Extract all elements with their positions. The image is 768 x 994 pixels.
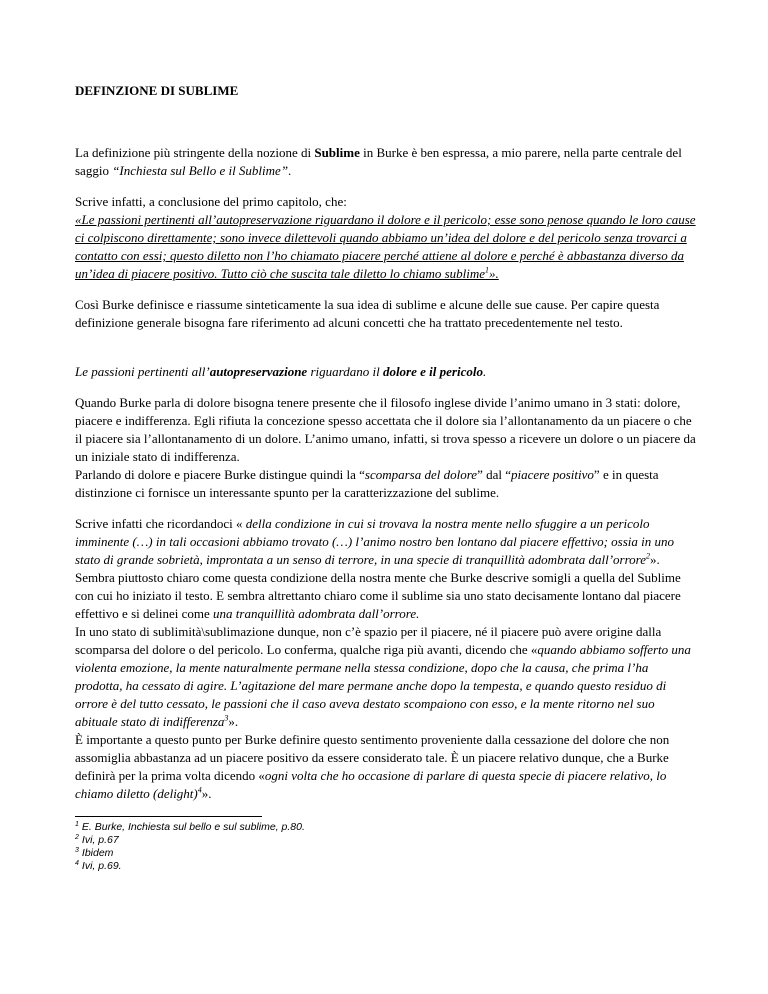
- footnote-text: Ivi, p.69.: [81, 860, 122, 872]
- footnote-text: Ivi, p.67: [81, 834, 119, 846]
- footnote: [75, 834, 697, 847]
- footnote-text: Ibidem: [81, 847, 114, 859]
- footnote-number: 4: [75, 859, 79, 867]
- quote-intro: Scrive infatti, a conclusione del primo capitolo, che:: [75, 194, 347, 209]
- page-title: DEFINZIONE DI SUBLIME: [75, 83, 239, 98]
- quote-end: ».: [489, 266, 499, 281]
- text-run: ».: [201, 786, 212, 801]
- text-run: ” dal “: [477, 467, 511, 482]
- paragraph-summary: Così Burke definisce e riassume sinteticamente la sua idea di sublime e alcune delle sue cause. Per capire questa definizione generale bisogna fare riferimento ad alcuni concetti che ha trattato precedentemente nel testo.: [75, 297, 660, 330]
- paragraph-definition: [75, 144, 697, 180]
- footnote-ref-2: 2: [646, 551, 651, 561]
- footnote-number: 1: [75, 820, 79, 828]
- quote-text: «Le passioni pertinenti all’autopreservazione riguardano il dolore e il pericolo; esse sono penose quando le loro cause ci colpiscono direttamente; sono invece dilettevoli quando abbiamo un’idea del dolore e del pericolo senza trovarci a contatto con essi; questo diletto non l’ho chiamato piacere perché attiene al dolore e perché è abbastanza diverso da un’idea di piacere positivo. Tutto ciò che suscita tale diletto lo chiamo sublime: [75, 212, 696, 281]
- text-run: .: [482, 364, 487, 379]
- italic-term: una tranquillità adombrata dall’orrore.: [213, 606, 420, 621]
- text-run: riguardano il: [307, 364, 383, 379]
- footnote-ref-4: 4: [197, 785, 202, 795]
- text-run: È importante a questo punto per Burke definire questo sentimento proveniente dalla cessazione del dolore che non assomiglia abbastanza ad un piacere positivo da essere considerato tale. È un piacere relativo dunque, che a Burke definirà per la prima volta dicendo «: [75, 732, 670, 783]
- italic-quote: quando abbiamo sofferto una violenta emozione, la mente naturalmente permane nella stessa condizione, dopo che la causa, che prima l’ha prodotta, ha cessato di agire. L’agitazione del mare permane anche dopo la tempesta, e quando questo residuo di orrore è del tutto cessato, le passioni che il caso aveva destato scompaiono con esso, e la mente ritorno nel suo abituale stato di indifferenza: [75, 642, 691, 729]
- text-run: .: [288, 163, 292, 178]
- footnote: [75, 847, 697, 860]
- paragraph-delight: [75, 515, 697, 803]
- footnotes: [75, 821, 697, 873]
- footnote: [75, 821, 697, 834]
- text-run: In uno stato di sublimità\sublimazione dunque, non c’è spazio per il piacere, né il piacere può avere origine dalla scomparsa del dolore o del pericolo. Lo conferma, qualche riga più avanti, dicendo che «: [75, 624, 662, 657]
- footnote-number: 2: [75, 833, 79, 841]
- italic-term: piacere positivo: [511, 467, 594, 482]
- text-run: La definizione più stringente della nozione di: [75, 145, 315, 160]
- italic-quote: della condizione in cui si trovava la nostra mente nello sfuggire a un pericolo imminente (…) in tali occasioni abbiamo trovato (…) l’animo nostro ben lontano dal piacere effettivo; ossia in uno stato di grande sobrietà, improntata a un senso di terrore, in una specie di tranquillità adombrata dall’orrore: [75, 516, 675, 567]
- footnote-text: E. Burke, Inchiesta sul bello e sul sublime, p.80.: [81, 821, 305, 833]
- footnote-ref-1: 1: [485, 265, 490, 275]
- text-run: in Burke è ben espressa, a mio parere, nella parte centrale del saggio: [75, 145, 682, 178]
- italic-term: scomparsa del dolore: [364, 467, 478, 482]
- bold-term-autopreservazione: autopreservazione: [209, 364, 308, 379]
- text-run: ». Sembra piuttosto chiaro come questa condizione della nostra mente che Burke descrive somigli a quella del Sublime con cui ho iniziato il testo. E sembra altrettanto chiaro come il sublime sia uno stato decisamente lontano dal piacere effettivo e si delinei come: [75, 552, 681, 621]
- bold-term-dolore: dolore e il pericolo: [382, 364, 483, 379]
- text-run: Parlando di dolore e piacere Burke distingue quindi la “: [75, 467, 365, 482]
- footnote: [75, 860, 697, 873]
- bold-term-sublime: Sublime: [314, 145, 360, 160]
- text-run: Scrive infatti che ricordandoci «: [75, 516, 246, 531]
- book-title: “Inchiesta sul Bello e il Sublime”: [112, 163, 289, 178]
- footnote-divider: [75, 816, 262, 817]
- text-run: Le passioni pertinenti all’: [75, 364, 210, 379]
- paragraph-quote: [75, 193, 697, 283]
- section-heading: [75, 363, 697, 381]
- paragraph-dolore: [75, 394, 697, 502]
- text-run: ” e in questa distinzione ci fornisce un interessante spunto per la caratterizzazione del sublime.: [75, 467, 659, 500]
- document-body: [75, 82, 697, 873]
- italic-quote: ogni volta che ho occasione di parlare di questa specie di piacere relativo, lo chiamo diletto (delight): [75, 768, 667, 801]
- footnote-ref-3: 3: [224, 713, 229, 723]
- footnote-number: 3: [75, 846, 79, 854]
- text-run: ».: [228, 714, 239, 729]
- text-run: Quando Burke parla di dolore bisogna tenere presente che il filosofo inglese divide l’animo umano in 3 stati: dolore, piacere e indifferenza. Egli rifiuta la concezione spesso accettata che il dolore sia l’allontanamento da un piacere o che il piacere sia l’allontanamento di un dolore. L’animo umano, infatti, si trova spesso a ricevere un dolore o un piacere da un iniziale stato di indifferenza.: [75, 395, 696, 464]
- burke-quote: [75, 212, 696, 281]
- spacer: [75, 345, 697, 363]
